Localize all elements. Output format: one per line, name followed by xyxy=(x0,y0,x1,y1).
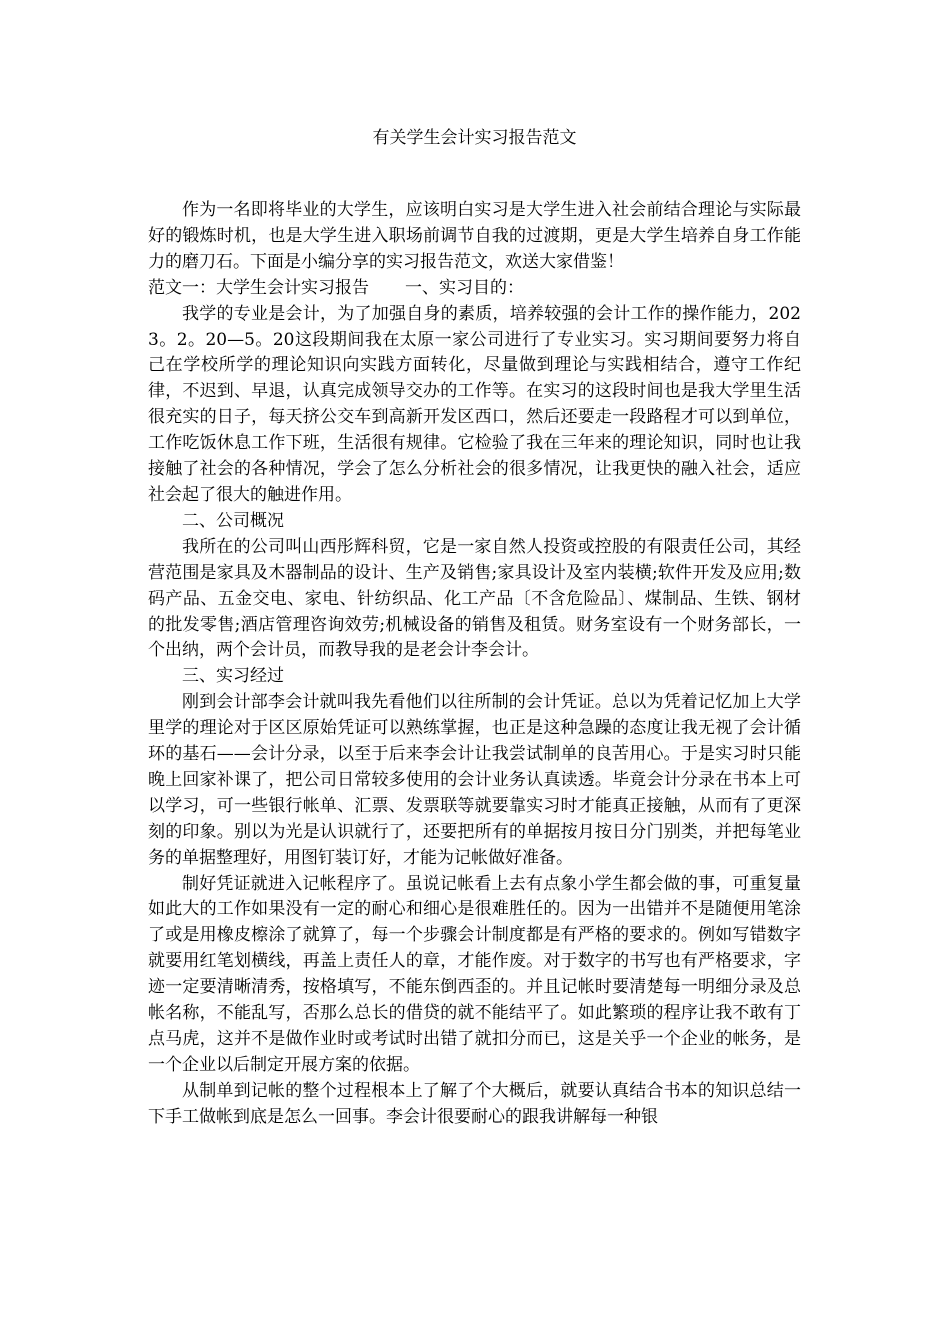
intro-paragraph: 作为一名即将毕业的大学生，应该明白实习是大学生进入社会前结合理论与实际最好的锻炼时机，也是大学生进入职场前调节自我的过渡期，更是大学生培养自身工作能力的磨刀石。下面是小编分享的实习报告范文，欢送大家借鉴！ xyxy=(148,200,801,272)
sample-heading: 范文一：大学生会计实习报告 xyxy=(148,277,369,298)
section3-heading: 三、实习经过 xyxy=(182,666,284,687)
section3-paragraph-1: 刚到会计部李会计就叫我先看他们以往所制的会计凭证。总以为凭着记忆加上大学里学的理论对于区区原始凭证可以熟练掌握，也正是这种急躁的态度让我无视了会计循环的基石——会计分录，以至于后来李会计让我尝试制单的良苦用心。于是实习时只能晚上回家补课了，把公司日常较多使用的会计业务认真读透。毕竟会计分录在书本上可以学习，可一些银行帐单、汇票、发票联等就要靠实习时才能真正接触，从而有了更深刻的印象。别以为光是认识就行了，还要把所有的单据按月按日分门别类，并把每笔业务的单据整理好，用图钉装订好，才能为记帐做好准备。 xyxy=(148,692,801,868)
section2-heading: 二、公司概况 xyxy=(182,510,284,531)
section1-heading: 一、实习目的： xyxy=(405,277,524,298)
document-title: 有关学生会计实习报告范文 xyxy=(372,128,577,148)
sample-heading-line xyxy=(148,276,801,302)
document-body xyxy=(148,198,801,1131)
section1-paragraph: 我学的专业是会计，为了加强自身的素质，培养较强的会计工作的操作能力，2023。2。20—5。20这段期间我在太原一家公司进行了专业实习。实习期间要努力将自己在学校所学的理论知识向实践方面转化，尽量做到理论与实践相结合，遵守工作纪律，不迟到、早退，认真完成领导交办的工作等。在实习的这段时间也是我大学里生活很充实的日子，每天挤公交车到高新开发区西口，然后还要走一段路程才可以到单位，工作吃饭休息工作下班，生活很有规律。它检验了我在三年来的理论知识，同时也让我接触了社会的各种情况，学会了怎么分析社会的很多情况，让我更快的融入社会，适应社会起了很大的触进作用。 xyxy=(148,303,801,505)
section3-paragraph-3: 从制单到记帐的整个过程根本上了解了个大概后，就要认真结合书本的知识总结一下手工做帐到底是怎么一回事。李会计很要耐心的跟我讲解每一种银 xyxy=(148,1080,801,1127)
section3-paragraph-2: 制好凭证就进入记帐程序了。虽说记帐看上去有点象小学生都会做的事，可重复量如此大的工作如果没有一定的耐心和细心是很难胜任的。因为一出错并不是随便用笔涂了或是用橡皮檫涂了就算了，每一个步骤会计制度都是有严格的要求的。例如写错数字就要用红笔划横线，再盖上责任人的章，才能作废。对于数字的书写也有严格要求，字迹一定要清晰清秀，按格填写，不能东倒西歪的。并且记帐时要清楚每一明细分录及总帐名称，不能乱写，否那么总长的借贷的就不能结平了。如此繁琐的程序让我不敢有丁点马虎，这并不是做作业时或考试时出错了就扣分而已，这是关乎一个企业的帐务，是一个企业以后制定开展方案的依据。 xyxy=(148,873,801,1075)
section2-paragraph: 我所在的公司叫山西彤辉科贸，它是一家自然人投资或控股的有限责任公司，其经营范围是家具及木器制品的设计、生产及销售;家具设计及室内装横;软件开发及应用;数码产品、五金交电、家电、针纺织品、化工产品〔不含危险品〕、煤制品、生铁、钢材的批发零售;酒店管理咨询效劳;机械设备的销售及租赁。财务室设有一个财务部长，一个出纳，两个会计员，而教导我的是老会计李会计。 xyxy=(148,536,801,661)
